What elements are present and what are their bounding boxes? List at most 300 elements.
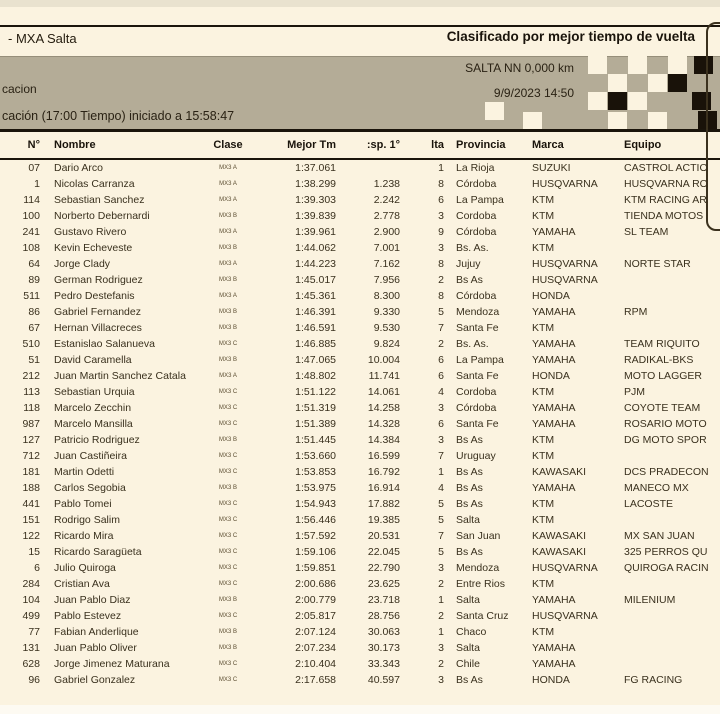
table-row	[0, 258, 720, 274]
cell-best-time: 1:39.303	[295, 194, 336, 206]
cell-laps: 5	[438, 498, 444, 510]
cell-name: Rodrigo Salim	[54, 514, 120, 526]
cell-class: MX3 C	[218, 613, 238, 619]
cell-number: 151	[22, 514, 40, 526]
cell-name: Juan Pablo Diaz	[54, 594, 131, 606]
cell-class: MX3 B	[218, 597, 237, 603]
cell-best-time: 2:17.658	[295, 674, 336, 686]
cell-brand: KTM	[532, 498, 555, 510]
flag-cell-light	[608, 112, 627, 130]
cell-province: Mendoza	[456, 306, 500, 318]
table-row	[0, 242, 720, 258]
flag-cell-light	[588, 92, 607, 110]
cell-team: HUSQVARNA RO	[624, 178, 708, 190]
table-row	[0, 306, 720, 322]
header-name: Nombre	[54, 139, 96, 151]
cell-number: 284	[22, 578, 40, 590]
cell-best-time: 1:38.299	[295, 178, 336, 190]
table-row	[0, 610, 720, 626]
cell-number: 441	[22, 498, 40, 510]
cell-laps: 1	[438, 162, 444, 174]
cell-class: MX3 C	[218, 469, 238, 475]
cell-laps: 1	[438, 626, 444, 638]
cell-brand: HUSQVARNA	[532, 178, 598, 190]
cell-class: MX3 A	[219, 373, 237, 379]
cell-laps: 2	[438, 658, 444, 670]
cell-number: 181	[22, 466, 40, 478]
cell-team: LACOSTE	[624, 498, 674, 510]
cell-gap-first: 16.792	[367, 466, 400, 478]
cell-province: Cordoba	[456, 210, 497, 222]
cell-class: MX3 C	[218, 565, 238, 571]
cell-class: MX3 A	[219, 181, 237, 187]
cell-number: 6	[34, 562, 40, 574]
flag-cell-light	[668, 56, 687, 74]
cell-laps: 3	[438, 642, 444, 654]
cell-class: MX3 B	[218, 213, 237, 219]
cell-team: MANECO MX	[624, 482, 689, 494]
cell-gap-first: 33.343	[367, 658, 400, 670]
cell-province: Bs. As.	[456, 338, 489, 350]
cell-class: MX3 A	[219, 293, 237, 299]
cell-gap-first: 14.328	[367, 418, 400, 430]
cell-team: COYOTE TEAM	[624, 402, 701, 414]
results-rows	[0, 162, 720, 690]
divider-top	[0, 25, 720, 27]
cell-team: RPM	[624, 306, 648, 318]
cell-best-time: 1:48.802	[295, 370, 336, 382]
cell-province: Bs As	[456, 466, 483, 478]
cell-number: 89	[28, 274, 40, 286]
cell-name: Jorge Jimenez Maturana	[54, 658, 170, 670]
cell-gap-first: 22.790	[367, 562, 400, 574]
cell-laps: 1	[438, 594, 444, 606]
table-row	[0, 322, 720, 338]
session-datetime: 9/9/2023 14:50	[493, 86, 574, 100]
cell-brand: KTM	[532, 210, 555, 222]
cell-gap-first: 7.162	[373, 258, 400, 270]
cell-brand: HUSQVARNA	[532, 562, 598, 574]
cell-number: 96	[28, 674, 40, 686]
cell-brand: KTM	[532, 450, 555, 462]
table-row	[0, 530, 720, 546]
cell-laps: 9	[438, 226, 444, 238]
table-row	[0, 274, 720, 290]
cell-best-time: 1:46.391	[295, 306, 336, 318]
cell-team: PJM	[624, 386, 645, 398]
cell-province: Córdoba	[456, 178, 497, 190]
cell-best-time: 1:53.660	[295, 450, 336, 462]
cell-best-time: 2:00.686	[295, 578, 336, 590]
cell-province: Bs As	[456, 274, 483, 286]
flag-cell-dark	[608, 92, 627, 110]
cell-class: MX3 C	[218, 453, 238, 459]
cell-name: Kevin Echeveste	[54, 242, 133, 254]
cell-number: 67	[28, 322, 40, 334]
cell-name: Juan Martin Sanchez Catala	[54, 370, 186, 382]
cell-laps: 7	[438, 450, 444, 462]
cell-name: Julio Quiroga	[54, 562, 116, 574]
table-row	[0, 162, 720, 178]
cell-laps: 2	[438, 338, 444, 350]
cell-number: 127	[22, 434, 40, 446]
cell-name: Ricardo Saragüeta	[54, 546, 142, 558]
cell-best-time: 1:44.062	[295, 242, 336, 254]
cell-best-time: 1:44.223	[295, 258, 336, 270]
cell-best-time: 1:46.885	[295, 338, 336, 350]
cell-province: Santa Fe	[456, 370, 499, 382]
cell-name: David Caramella	[54, 354, 132, 366]
cell-name: Dario Arco	[54, 162, 104, 174]
cell-gap-first: 16.599	[367, 450, 400, 462]
cell-brand: SUZUKI	[532, 162, 571, 174]
cell-best-time: 1:51.389	[295, 418, 336, 430]
cell-gap-first: 9.824	[373, 338, 400, 350]
table-row	[0, 386, 720, 402]
cell-class: MX3 A	[219, 197, 237, 203]
cell-number: 628	[22, 658, 40, 670]
cell-class: MX3 A	[219, 165, 237, 171]
cell-gap-first: 20.531	[367, 530, 400, 542]
cell-team: CASTROL ACTIO	[624, 162, 708, 174]
cell-province: Bs As	[456, 482, 483, 494]
cell-laps: 5	[438, 546, 444, 558]
cell-team: SL TEAM	[624, 226, 669, 238]
cell-class: MX3 B	[218, 357, 237, 363]
cell-brand: KTM	[532, 626, 555, 638]
cell-gap-first: 30.173	[367, 642, 400, 654]
cell-brand: YAMAHA	[532, 594, 576, 606]
cell-province: Cordoba	[456, 386, 497, 398]
cell-number: 712	[22, 450, 40, 462]
cell-number: 122	[22, 530, 40, 542]
cell-class: MX3 C	[218, 581, 238, 587]
cell-gap-first: 28.756	[367, 610, 400, 622]
cell-number: 188	[22, 482, 40, 494]
cell-province: Santa Fe	[456, 418, 499, 430]
cell-name: Nicolas Carranza	[54, 178, 135, 190]
cell-brand: KAWASAKI	[532, 530, 587, 542]
cell-class: MX3 C	[218, 421, 238, 427]
cell-province: Jujuy	[456, 258, 481, 270]
cell-name: Hernan Villacreces	[54, 322, 142, 334]
cell-gap-first: 9.330	[373, 306, 400, 318]
cell-name: Cristian Ava	[54, 578, 110, 590]
cell-brand: YAMAHA	[532, 642, 576, 654]
cell-name: Gustavo Rivero	[54, 226, 127, 238]
cell-laps: 6	[438, 418, 444, 430]
cell-number: 64	[28, 258, 40, 270]
flag-cell-light	[485, 102, 504, 120]
flag-cell-dark	[668, 74, 687, 92]
cell-best-time: 2:00.779	[295, 594, 336, 606]
cell-name: Pedro Destefanis	[54, 290, 135, 302]
cell-class: MX3 B	[218, 645, 237, 651]
cell-laps: 7	[438, 322, 444, 334]
event-title: - MXA Salta	[8, 31, 77, 46]
header-laps: lta	[431, 139, 444, 151]
cell-province: La Pampa	[456, 354, 504, 366]
flag-cell-light	[608, 74, 627, 92]
cell-team: RADIKAL-BKS	[624, 354, 694, 366]
divider-band-bottom	[0, 129, 720, 132]
header-team: Equipo	[624, 139, 662, 151]
table-row	[0, 642, 720, 658]
cell-best-time: 1:51.122	[295, 386, 336, 398]
cell-gap-first: 2.242	[373, 194, 400, 206]
cell-team: KTM RACING AR	[624, 194, 707, 206]
cell-brand: HUSQVARNA	[532, 610, 598, 622]
cell-class: MX3 C	[218, 501, 238, 507]
cell-team: DG MOTO SPOR	[624, 434, 707, 446]
flag-cell-light	[523, 112, 542, 130]
table-row	[0, 658, 720, 674]
cell-best-time: 1:51.445	[295, 434, 336, 446]
cell-brand: HUSQVARNA	[532, 274, 598, 286]
cell-number: 510	[22, 338, 40, 350]
cell-laps: 7	[438, 530, 444, 542]
cell-best-time: 1:51.319	[295, 402, 336, 414]
cell-laps: 8	[438, 290, 444, 302]
cell-province: Bs. As.	[456, 242, 489, 254]
cell-gap-first: 1.238	[373, 178, 400, 190]
table-row	[0, 498, 720, 514]
cell-name: Marcelo Zecchin	[54, 402, 132, 414]
cell-name: Pablo Estevez	[54, 610, 122, 622]
cell-team: ROSARIO MOTO	[624, 418, 707, 430]
cell-number: 113	[23, 386, 40, 398]
table-row	[0, 546, 720, 562]
table-row	[0, 450, 720, 466]
cell-gap-first: 14.384	[367, 434, 400, 446]
cell-gap-first: 16.914	[367, 482, 400, 494]
report-title: Clasificado por mejor tiempo de vuelta	[446, 29, 695, 44]
cell-laps: 5	[438, 514, 444, 526]
cell-brand: KTM	[532, 194, 555, 206]
cell-province: Santa Cruz	[456, 610, 509, 622]
table-row	[0, 210, 720, 226]
cell-gap-first: 22.045	[367, 546, 400, 558]
cell-name: Jorge Clady	[54, 258, 111, 270]
cell-laps: 6	[438, 370, 444, 382]
cell-brand: YAMAHA	[532, 658, 576, 670]
table-row	[0, 338, 720, 354]
cell-name: Marcelo Mansilla	[54, 418, 133, 430]
cell-brand: YAMAHA	[532, 482, 576, 494]
cell-laps: 2	[438, 274, 444, 286]
cell-team: TIENDA MOTOS	[624, 210, 704, 222]
cell-name: Fabian Anderlique	[54, 626, 139, 638]
cell-gap-first: 30.063	[367, 626, 400, 638]
cell-gap-first: 19.385	[367, 514, 400, 526]
divider-header-bottom	[0, 158, 720, 160]
table-row	[0, 226, 720, 242]
cell-province: Mendoza	[456, 562, 500, 574]
cell-gap-first: 23.718	[367, 594, 400, 606]
cell-class: MX3 A	[219, 229, 237, 235]
cell-best-time: 1:59.106	[295, 546, 336, 558]
cell-laps: 3	[438, 242, 444, 254]
bottom-strip	[0, 705, 720, 714]
cell-number: 15	[28, 546, 40, 558]
cell-province: Bs As	[456, 546, 483, 558]
session-start-info: cación (17:00 Tiempo) iniciado a 15:58:47	[2, 109, 235, 123]
cell-laps: 8	[438, 258, 444, 270]
cell-brand: YAMAHA	[532, 402, 576, 414]
cell-province: Córdoba	[456, 226, 497, 238]
cell-class: MX3 C	[218, 661, 238, 667]
cell-brand: KTM	[532, 242, 555, 254]
cell-name: Sebastian Urquia	[54, 386, 135, 398]
cell-number: 108	[22, 242, 40, 254]
cell-name: Martin Odetti	[54, 466, 115, 478]
cell-gap-first: 14.258	[367, 402, 400, 414]
cell-gap-first: 8.300	[373, 290, 400, 302]
cell-name: Ricardo Mira	[54, 530, 114, 542]
cell-province: Salta	[456, 642, 480, 654]
cell-best-time: 1:39.839	[295, 210, 336, 222]
cell-province: San Juan	[456, 530, 501, 542]
header-brand: Marca	[532, 139, 564, 151]
cell-gap-first: 7.001	[373, 242, 400, 254]
cell-class: MX3 B	[218, 325, 237, 331]
cell-brand: KTM	[532, 578, 555, 590]
cell-province: Uruguay	[456, 450, 496, 462]
cell-gap-first: 17.882	[367, 498, 400, 510]
cell-class: MX3 C	[218, 389, 238, 395]
cell-best-time: 1:47.065	[295, 354, 336, 366]
cell-number: 511	[23, 290, 40, 302]
cell-province: Santa Fe	[456, 322, 499, 334]
cell-province: La Rioja	[456, 162, 495, 174]
cell-team: 325 PERROS QU	[624, 546, 708, 558]
cell-laps: 6	[438, 194, 444, 206]
cell-brand: HONDA	[532, 370, 570, 382]
top-strip	[0, 0, 720, 7]
cell-best-time: 1:45.017	[295, 274, 336, 286]
cell-number: 114	[23, 194, 40, 206]
cell-number: 07	[28, 162, 40, 174]
cell-brand: KTM	[532, 514, 555, 526]
cell-number: 51	[28, 354, 40, 366]
table-row	[0, 578, 720, 594]
cell-province: Córdoba	[456, 290, 497, 302]
cell-laps: 2	[438, 578, 444, 590]
table-header	[0, 139, 720, 157]
track-length-label: SALTA NN 0,000 km	[465, 61, 574, 75]
header-class: Clase	[213, 139, 243, 151]
cell-gap-first: 23.625	[367, 578, 400, 590]
cell-number: 100	[22, 210, 40, 222]
cell-province: Salta	[456, 514, 480, 526]
cell-number: 987	[22, 418, 40, 430]
overlay-rounded-rect	[706, 22, 720, 231]
cell-number: 1	[34, 178, 40, 190]
cell-best-time: 1:46.591	[295, 322, 336, 334]
table-row	[0, 370, 720, 386]
cell-province: Chile	[456, 658, 480, 670]
table-row	[0, 434, 720, 450]
cell-best-time: 1:54.943	[295, 498, 336, 510]
cell-class: MX3 B	[218, 485, 237, 491]
cell-class: MX3 C	[218, 517, 238, 523]
cell-number: 77	[28, 626, 40, 638]
table-row	[0, 418, 720, 434]
cell-class: MX3 B	[218, 437, 237, 443]
cell-laps: 5	[438, 306, 444, 318]
flag-cell-light	[588, 56, 607, 74]
cell-number: 131	[22, 642, 40, 654]
cell-province: Chaco	[456, 626, 487, 638]
cell-best-time: 1:53.853	[295, 466, 336, 478]
cell-best-time: 2:10.404	[295, 658, 336, 670]
cell-best-time: 1:57.592	[295, 530, 336, 542]
cell-brand: YAMAHA	[532, 306, 576, 318]
cell-name: Sebastian Sanchez	[54, 194, 145, 206]
cell-laps: 4	[438, 386, 444, 398]
cell-team: FG RACING	[624, 674, 683, 686]
table-row	[0, 674, 720, 690]
cell-team: MILENIUM	[624, 594, 676, 606]
cell-laps: 1	[438, 466, 444, 478]
cell-province: Bs As	[456, 498, 483, 510]
cell-best-time: 1:59.851	[295, 562, 336, 574]
cell-gap-first: 40.597	[367, 674, 400, 686]
table-row	[0, 402, 720, 418]
table-row	[0, 354, 720, 370]
cell-name: Patricio Rodriguez	[54, 434, 140, 446]
cell-team: NORTE STAR	[624, 258, 691, 270]
cell-brand: HUSQVARNA	[532, 258, 598, 270]
cell-team: MX SAN JUAN	[624, 530, 695, 542]
cell-best-time: 2:05.817	[295, 610, 336, 622]
table-row	[0, 562, 720, 578]
cell-class: MX3 C	[218, 677, 238, 683]
table-row	[0, 594, 720, 610]
cell-class: MX3 C	[218, 533, 238, 539]
table-row	[0, 514, 720, 530]
header-gap-first: :sp. 1°	[366, 139, 400, 151]
cell-number: 212	[22, 370, 40, 382]
table-row	[0, 290, 720, 306]
cell-laps: 3	[438, 210, 444, 222]
cell-name: Gabriel Fernandez	[54, 306, 141, 318]
cell-province: Entre Rios	[456, 578, 506, 590]
table-row	[0, 466, 720, 482]
cell-number: 86	[28, 306, 40, 318]
cell-team: QUIROGA RACIN	[624, 562, 709, 574]
cell-class: MX3 B	[218, 629, 237, 635]
flag-cell-light	[628, 56, 647, 74]
cell-name: German Rodriguez	[54, 274, 143, 286]
cell-best-time: 1:45.361	[295, 290, 336, 302]
cell-gap-first: 14.061	[367, 386, 400, 398]
cell-best-time: 2:07.234	[295, 642, 336, 654]
cell-province: Bs As	[456, 434, 483, 446]
session-name-clipped: cacion	[2, 82, 37, 96]
cell-brand: KTM	[532, 386, 555, 398]
cell-laps: 3	[438, 674, 444, 686]
cell-name: Pablo Tomei	[54, 498, 112, 510]
cell-name: Estanislao Salanueva	[54, 338, 155, 350]
cell-number: 499	[22, 610, 40, 622]
cell-class: MX3 B	[218, 245, 237, 251]
table-row	[0, 178, 720, 194]
cell-gap-first: 10.004	[367, 354, 400, 366]
cell-name: Juan Pablo Oliver	[54, 642, 137, 654]
cell-gap-first: 7.956	[373, 274, 400, 286]
cell-brand: KAWASAKI	[532, 466, 587, 478]
